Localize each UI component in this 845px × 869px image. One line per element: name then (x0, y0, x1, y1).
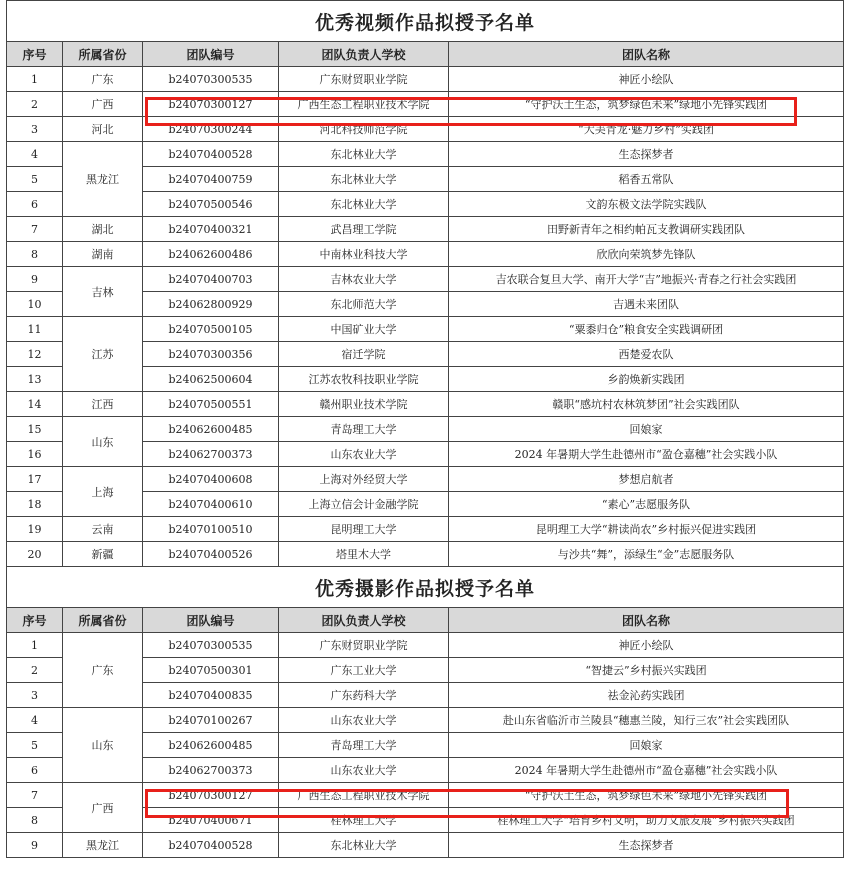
row-no: 5 (7, 167, 63, 192)
row-school: 青岛理工大学 (279, 417, 449, 442)
row-no: 5 (7, 733, 63, 758)
header-code: 团队编号 (143, 608, 279, 633)
row-code: b24070500105 (143, 317, 279, 342)
row-code: b24070400835 (143, 683, 279, 708)
row-code: b24070300535 (143, 633, 279, 658)
row-code: b24070400528 (143, 833, 279, 858)
row-team: 桂林理工大学“培育乡村文明，助力文旅发展”乡村振兴实践团 (449, 808, 844, 833)
row-team: 乡韵焕新实践团 (449, 367, 844, 392)
row-school: 上海立信会计金融学院 (279, 492, 449, 517)
row-province: 河北 (63, 117, 143, 142)
row-team: “守护沃土生态，筑梦绿色未来”绿地小先锋实践团 (449, 783, 844, 808)
row-school: 广东财贸职业学院 (279, 633, 449, 658)
row-team: 回娘家 (449, 733, 844, 758)
row-school: 东北林业大学 (279, 192, 449, 217)
row-no: 4 (7, 708, 63, 733)
row-school: 武昌理工学院 (279, 217, 449, 242)
table-row (7, 217, 844, 242)
row-no: 3 (7, 117, 63, 142)
row-code: b24070300127 (143, 783, 279, 808)
row-code: b24070400321 (143, 217, 279, 242)
row-province: 广西 (63, 783, 143, 833)
row-school: 昆明理工大学 (279, 517, 449, 542)
row-code: b24070300127 (143, 92, 279, 117)
table-row (7, 117, 844, 142)
row-school: 山东农业大学 (279, 442, 449, 467)
row-team: 与沙共“舞”，添绿生“金”志愿服务队 (449, 542, 844, 567)
row-code: b24070400759 (143, 167, 279, 192)
header-team: 团队名称 (449, 42, 844, 67)
row-team: 生态探梦者 (449, 833, 844, 858)
row-code: b24062700373 (143, 442, 279, 467)
header-school: 团队负责人学校 (279, 608, 449, 633)
row-school: 东北林业大学 (279, 833, 449, 858)
row-school: 东北林业大学 (279, 167, 449, 192)
row-team: 回娘家 (449, 417, 844, 442)
row-code: b24062600485 (143, 417, 279, 442)
table-row (7, 317, 844, 342)
row-no: 6 (7, 758, 63, 783)
row-school: 上海对外经贸大学 (279, 467, 449, 492)
row-team: 赴山东省临沂市兰陵县“穗惠兰陵，知行三农”社会实践团队 (449, 708, 844, 733)
row-province: 湖南 (63, 242, 143, 267)
table-row (7, 783, 844, 808)
row-code: b24070100510 (143, 517, 279, 542)
table-row (7, 833, 844, 858)
row-no: 3 (7, 683, 63, 708)
photo-award-table (6, 566, 844, 858)
table-row (7, 467, 844, 492)
row-no: 1 (7, 67, 63, 92)
row-code: b24070100267 (143, 708, 279, 733)
row-school: 桂林理工大学 (279, 808, 449, 833)
photo-header-row (7, 608, 844, 633)
table-row (7, 517, 844, 542)
row-code: b24070500551 (143, 392, 279, 417)
row-school: 广东药科大学 (279, 683, 449, 708)
row-team: 欣欣向荣筑梦先锋队 (449, 242, 844, 267)
table-row (7, 92, 844, 117)
video-header-row (7, 42, 844, 67)
row-team: “守护沃土生态，筑梦绿色未来”绿地小先锋实践团 (449, 92, 844, 117)
header-province: 所属省份 (63, 42, 143, 67)
row-province: 山东 (63, 708, 143, 783)
row-team: “粟黍归仓”粮食安全实践调研团 (449, 317, 844, 342)
row-province: 吉林 (63, 267, 143, 317)
table-row (7, 708, 844, 733)
row-school: 广东工业大学 (279, 658, 449, 683)
row-school: 塔里木大学 (279, 542, 449, 567)
row-team: 2024 年暑期大学生赴德州市“盈仓嘉穗”社会实践小队 (449, 442, 844, 467)
row-school: 山东农业大学 (279, 758, 449, 783)
row-no: 9 (7, 833, 63, 858)
table-row (7, 392, 844, 417)
row-province: 广东 (63, 67, 143, 92)
row-no: 8 (7, 242, 63, 267)
header-no: 序号 (7, 608, 63, 633)
row-team: 生态探梦者 (449, 142, 844, 167)
row-team: 祛金沁药实践团 (449, 683, 844, 708)
row-school: 东北师范大学 (279, 292, 449, 317)
video-award-table (6, 0, 844, 567)
row-province: 黑龙江 (63, 833, 143, 858)
row-no: 7 (7, 217, 63, 242)
row-team: 2024 年暑期大学生赴德州市“盈仓嘉穗”社会实践小队 (449, 758, 844, 783)
row-code: b24070300535 (143, 67, 279, 92)
row-school: 广东财贸职业学院 (279, 67, 449, 92)
row-school: 中国矿业大学 (279, 317, 449, 342)
row-no: 12 (7, 342, 63, 367)
row-province: 云南 (63, 517, 143, 542)
row-no: 10 (7, 292, 63, 317)
table-row (7, 67, 844, 92)
row-school: 山东农业大学 (279, 708, 449, 733)
row-code: b24070500301 (143, 658, 279, 683)
row-code: b24070400703 (143, 267, 279, 292)
row-team: 神匠小绘队 (449, 67, 844, 92)
row-school: 宿迁学院 (279, 342, 449, 367)
row-team: “素心”志愿服务队 (449, 492, 844, 517)
row-no: 14 (7, 392, 63, 417)
row-no: 2 (7, 658, 63, 683)
row-code: b24070400610 (143, 492, 279, 517)
row-team: 稻香五常队 (449, 167, 844, 192)
row-school: 中南林业科技大学 (279, 242, 449, 267)
row-no: 1 (7, 633, 63, 658)
row-team: 田野新青年之相约帕瓦支教调研实践团队 (449, 217, 844, 242)
table-row (7, 242, 844, 267)
row-team: 吉遇未来团队 (449, 292, 844, 317)
row-team: “大美青龙·魅力乡村”实践团 (449, 117, 844, 142)
row-code: b24070400526 (143, 542, 279, 567)
row-no: 8 (7, 808, 63, 833)
row-no: 9 (7, 267, 63, 292)
row-team: 西楚爱农队 (449, 342, 844, 367)
row-province: 上海 (63, 467, 143, 517)
header-code: 团队编号 (143, 42, 279, 67)
table-row (7, 417, 844, 442)
row-school: 吉林农业大学 (279, 267, 449, 292)
row-team: 吉农联合复旦大学、南开大学“吉”地振兴·青春之行社会实践团 (449, 267, 844, 292)
row-province: 湖北 (63, 217, 143, 242)
row-no: 2 (7, 92, 63, 117)
row-province: 新疆 (63, 542, 143, 567)
row-code: b24070400528 (143, 142, 279, 167)
row-school: 广西生态工程职业技术学院 (279, 92, 449, 117)
row-code: b24070500546 (143, 192, 279, 217)
row-school: 广西生态工程职业技术学院 (279, 783, 449, 808)
row-no: 15 (7, 417, 63, 442)
header-school: 团队负责人学校 (279, 42, 449, 67)
header-province: 所属省份 (63, 608, 143, 633)
row-province: 江西 (63, 392, 143, 417)
row-school: 河北科技师范学院 (279, 117, 449, 142)
table-row (7, 633, 844, 658)
row-team: 文韵东极文法学院实践队 (449, 192, 844, 217)
row-no: 4 (7, 142, 63, 167)
row-no: 17 (7, 467, 63, 492)
row-no: 6 (7, 192, 63, 217)
row-team: 赣职“感坑村农林筑梦团”社会实践团队 (449, 392, 844, 417)
header-no: 序号 (7, 42, 63, 67)
row-province: 黑龙江 (63, 142, 143, 217)
row-province: 广西 (63, 92, 143, 117)
row-no: 20 (7, 542, 63, 567)
row-team: “智捷云”乡村振兴实践团 (449, 658, 844, 683)
row-school: 江苏农牧科技职业学院 (279, 367, 449, 392)
table-row (7, 542, 844, 567)
row-code: b24070300356 (143, 342, 279, 367)
row-school: 赣州职业技术学院 (279, 392, 449, 417)
photo-table-title: 优秀摄影作品拟授予名单 (7, 567, 844, 608)
row-code: b24062700373 (143, 758, 279, 783)
row-province: 广东 (63, 633, 143, 708)
row-no: 16 (7, 442, 63, 467)
row-school: 东北林业大学 (279, 142, 449, 167)
row-code: b24062600486 (143, 242, 279, 267)
header-team: 团队名称 (449, 608, 844, 633)
row-no: 18 (7, 492, 63, 517)
row-code: b24070300244 (143, 117, 279, 142)
row-no: 13 (7, 367, 63, 392)
row-code: b24070400608 (143, 467, 279, 492)
row-team: 梦想启航者 (449, 467, 844, 492)
row-code: b24062800929 (143, 292, 279, 317)
row-team: 神匠小绘队 (449, 633, 844, 658)
row-no: 11 (7, 317, 63, 342)
table-row (7, 267, 844, 292)
row-code: b24062500604 (143, 367, 279, 392)
row-province: 山东 (63, 417, 143, 467)
table-row (7, 142, 844, 167)
row-no: 19 (7, 517, 63, 542)
video-table-title: 优秀视频作品拟授予名单 (7, 1, 844, 42)
row-code: b24070400671 (143, 808, 279, 833)
row-team: 昆明理工大学“耕读尚农”乡村振兴促进实践团 (449, 517, 844, 542)
row-no: 7 (7, 783, 63, 808)
row-code: b24062600485 (143, 733, 279, 758)
row-school: 青岛理工大学 (279, 733, 449, 758)
row-province: 江苏 (63, 317, 143, 392)
